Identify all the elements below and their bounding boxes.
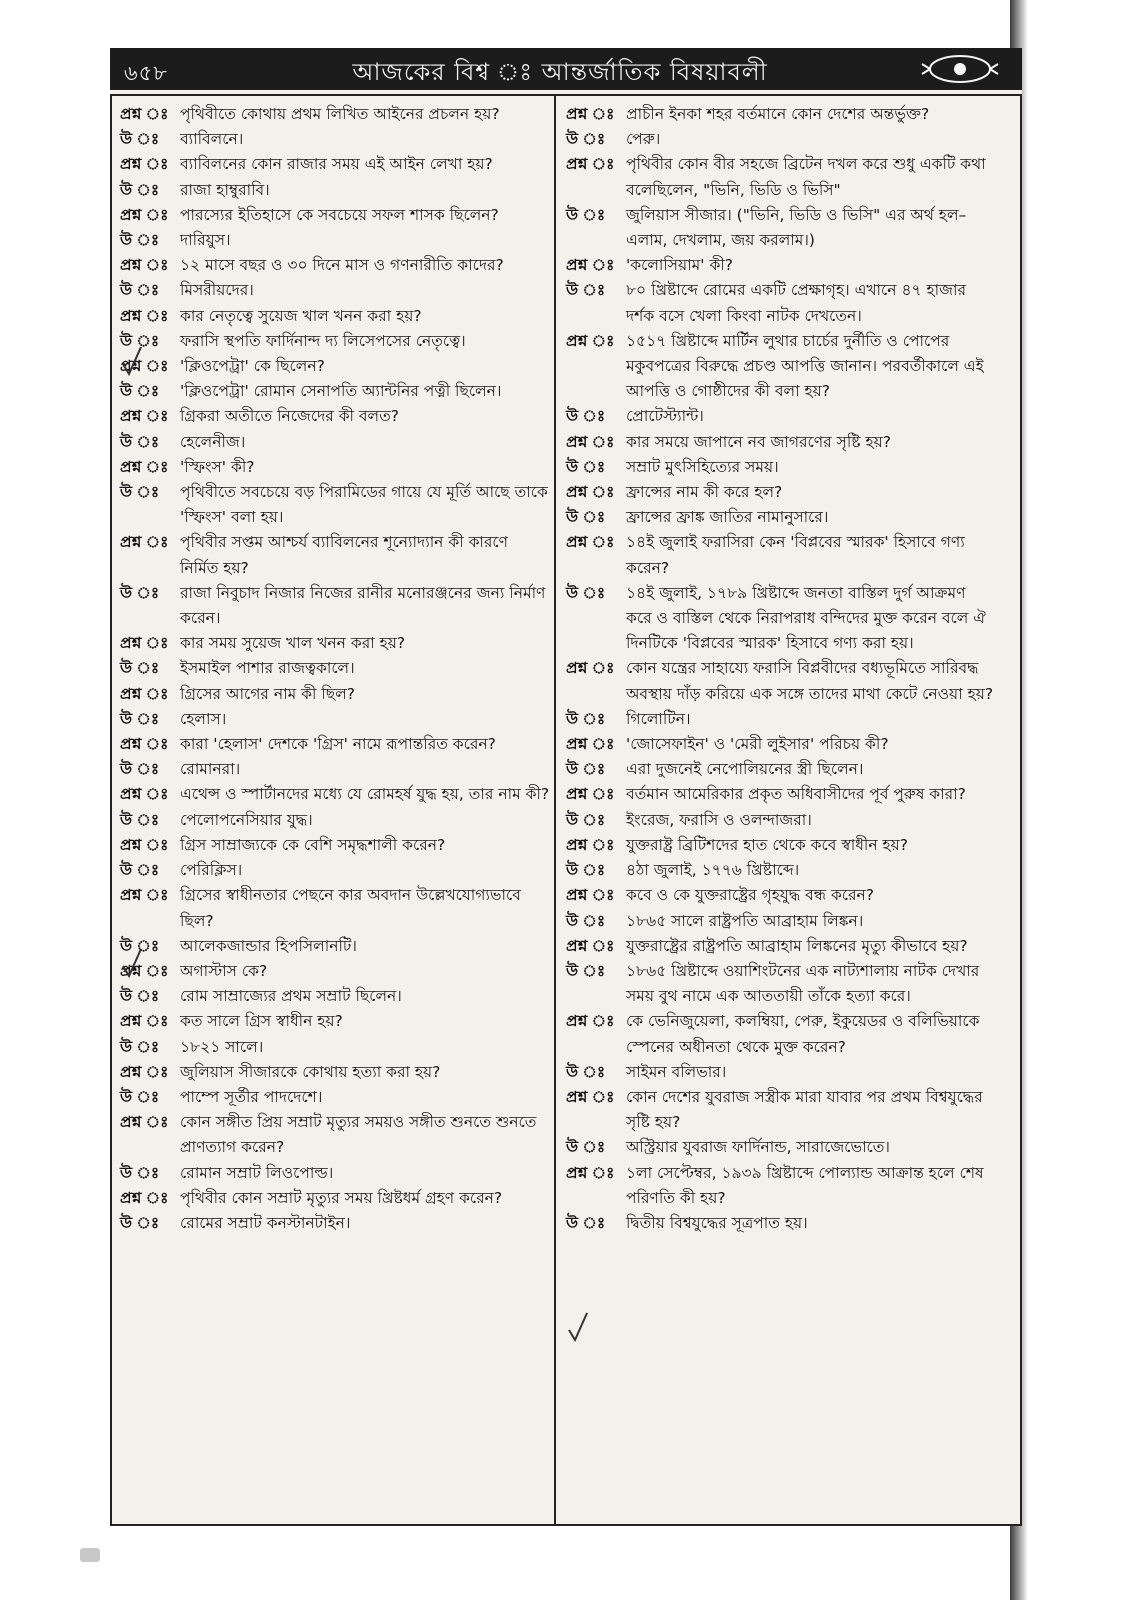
item-text: পেরিক্লিস। bbox=[180, 861, 243, 880]
item-label: উ ঃ bbox=[566, 205, 606, 224]
question-item bbox=[566, 1085, 996, 1135]
question-item bbox=[120, 782, 550, 807]
handwritten-tick-icon bbox=[566, 1310, 590, 1344]
question-item bbox=[120, 1186, 550, 1211]
item-text: পেরু। bbox=[626, 130, 661, 149]
item-text: দ্বিতীয় বিশ্বযুদ্ধের সূত্রপাত হয়। bbox=[626, 1213, 808, 1232]
answer-item bbox=[566, 1060, 996, 1085]
answer-item bbox=[566, 707, 996, 732]
item-text: ফ্রান্সের ফ্রাঙ্ক জাতির নামানুসারে। bbox=[626, 508, 829, 527]
item-label: প্রশ্ন ঃ bbox=[566, 256, 615, 275]
item-label: প্রশ্ন ঃ bbox=[120, 684, 169, 703]
answer-item bbox=[120, 278, 550, 303]
scan-mark bbox=[80, 1548, 100, 1562]
item-text: ব্যাবিলনের কোন রাজার সময় এই আইন লেখা হয়? bbox=[180, 155, 493, 174]
answer-item bbox=[120, 329, 550, 354]
item-text: কোন যন্ত্রের সাহায্যে ফরাসি বিপ্লবীদের বধ্যভূমিতে সারিবদ্ধ অবস্থায় দাঁড় করিয়ে এক সঙ্গে তাদের মাথা কেটে নেওয়া হয়? bbox=[626, 659, 994, 703]
item-label: প্রশ্ন ঃ bbox=[566, 659, 615, 678]
answer-item bbox=[120, 757, 550, 782]
question-item bbox=[566, 530, 996, 580]
question-item bbox=[120, 102, 550, 127]
item-label: প্রশ্ন ঃ bbox=[120, 306, 169, 325]
page-header bbox=[110, 48, 1022, 90]
question-item bbox=[120, 732, 550, 757]
item-text: ইংরেজ, ফরাসি ও ওলন্দাজরা। bbox=[626, 810, 812, 829]
item-text: গ্রিসের আগের নাম কী ছিল? bbox=[180, 684, 355, 703]
book-page bbox=[110, 48, 1022, 1526]
item-label: উ ঃ bbox=[566, 810, 606, 829]
item-label: প্রশ্ন ঃ bbox=[566, 1012, 615, 1031]
item-text: কোন সঙ্গীত প্রিয় সম্রাট মৃত্যুর সময়ও সঙ্গীত শুনতে শুনতে প্রাণত্যাগ করেন? bbox=[180, 1113, 537, 1157]
answer-item bbox=[566, 808, 996, 833]
answer-item bbox=[566, 757, 996, 782]
item-text: কোন দেশের যুবরাজ সস্ত্রীক মারা যাবার পর প্রথম বিশ্বযুদ্ধের সৃষ্টি হয়? bbox=[626, 1087, 983, 1132]
item-label: প্রশ্ন ঃ bbox=[120, 357, 169, 376]
item-text: ফ্রান্সের নাম কী করে হল? bbox=[626, 483, 783, 502]
item-text: হেলেনীজ। bbox=[180, 432, 246, 451]
answer-item bbox=[566, 404, 996, 429]
answer-item bbox=[120, 1161, 550, 1186]
question-item bbox=[120, 959, 550, 984]
item-label: প্রশ্ন ঃ bbox=[566, 835, 615, 854]
answer-item bbox=[120, 934, 550, 959]
item-label: প্রশ্ন ঃ bbox=[566, 155, 615, 174]
item-label: উ ঃ bbox=[120, 1087, 160, 1106]
question-item bbox=[120, 404, 550, 429]
question-item bbox=[120, 152, 550, 177]
answer-item bbox=[120, 379, 550, 404]
chapter-title: আজকের বিশ্ব ঃ আন্তর্জাতিক বিষয়াবলী bbox=[352, 58, 768, 86]
item-label: উ ঃ bbox=[120, 281, 160, 300]
item-text: যুক্তরাষ্ট্র ব্রিটিশদের হাত থেকে কবে স্বাধীন হয়? bbox=[626, 835, 909, 854]
item-label: প্রশ্ন ঃ bbox=[120, 105, 169, 123]
item-label: উ ঃ bbox=[566, 1213, 606, 1232]
item-text: কার নেতৃত্বে সুয়েজ খাল খনন করা হয়? bbox=[180, 306, 422, 325]
item-label: উ ঃ bbox=[120, 331, 160, 350]
answer-item bbox=[566, 127, 996, 152]
item-label: প্রশ্ন ঃ bbox=[120, 1062, 169, 1081]
item-text: গ্রিসের স্বাধীনতার পেছনে কার অবদান উল্লেখযোগ্যভাবে ছিল? bbox=[180, 886, 521, 930]
item-label: উ ঃ bbox=[120, 1037, 160, 1056]
answer-item bbox=[566, 278, 996, 328]
item-text: পৃথিবীতে কোথায় প্রথম লিখিত আইনের প্রচলন হয়? bbox=[180, 105, 500, 123]
item-label: প্রশ্ন ঃ bbox=[120, 1012, 169, 1031]
item-label: উ ঃ bbox=[120, 760, 160, 779]
answer-item bbox=[120, 581, 550, 631]
column-divider bbox=[554, 96, 556, 1524]
item-label: উ ঃ bbox=[120, 987, 160, 1006]
item-label: প্রশ্ন ঃ bbox=[566, 483, 615, 502]
question-item bbox=[566, 329, 996, 405]
item-text: কারা 'হেলাস' দেশকে 'গ্রিস' নামে রূপান্তরিত করেন? bbox=[180, 735, 496, 754]
answer-item bbox=[120, 984, 550, 1009]
answer-item bbox=[566, 858, 996, 883]
question-item bbox=[120, 682, 550, 707]
item-text: গ্রিস সাম্রাজ্যকে কে বেশি সমৃদ্ধশালী করেন? bbox=[180, 835, 446, 854]
item-text: 'স্ফিংস' কী? bbox=[180, 457, 255, 476]
item-text: ১৮৬৫ খ্রিষ্টাব্দে ওয়াশিংটনের এক নাট্যশালায় নাটক দেখার সময় বুথ নামে এক আততায়ী তাঁকে হত্যা করে। bbox=[626, 961, 980, 1006]
item-label: প্রশ্ন ঃ bbox=[120, 961, 169, 980]
item-label: উ ঃ bbox=[120, 231, 160, 250]
item-text: বর্তমান আমেরিকার প্রকৃত অধিবাসীদের পূর্ব পুরুষ কারা? bbox=[626, 785, 966, 804]
item-label: প্রশ্ন ঃ bbox=[566, 1087, 615, 1106]
item-text: সাইমন বলিভার। bbox=[626, 1062, 727, 1081]
item-text: গিলোটিন। bbox=[626, 709, 691, 728]
item-label: প্রশ্ন ঃ bbox=[566, 331, 615, 350]
item-text: ১৪ই জুলাই ফরাসিরা কেন 'বিপ্লবের স্মারক' হিসাবে গণ্য করেন? bbox=[626, 533, 965, 577]
item-text: রাজা হাম্বুরাবি। bbox=[180, 180, 270, 199]
question-item bbox=[120, 304, 550, 329]
item-label: প্রশ্ন ঃ bbox=[566, 936, 615, 955]
left-column bbox=[120, 102, 550, 1236]
answer-item bbox=[120, 808, 550, 833]
item-label: উ ঃ bbox=[120, 936, 160, 955]
item-label: উ ঃ bbox=[120, 810, 160, 829]
item-text: প্রাচীন ইনকা শহর বর্তমানে কোন দেশের অন্তর্ভুক্ত? bbox=[626, 105, 930, 123]
question-item bbox=[120, 253, 550, 278]
item-text: ১২ মাসে বছর ও ৩০ দিনে মাস ও গণনারীতি কাদের? bbox=[180, 256, 504, 275]
item-text: কার সময়ে জাপানে নব জাগরণের সৃষ্টি হয়? bbox=[626, 432, 892, 451]
item-label: উ ঃ bbox=[566, 457, 606, 476]
item-text: অগাস্টাস কে? bbox=[180, 961, 268, 980]
item-label: উ ঃ bbox=[120, 432, 160, 451]
question-item bbox=[120, 1060, 550, 1085]
item-text: প্রোটেস্ট্যান্ট। bbox=[626, 407, 704, 426]
item-text: রোম সাম্রাজ্যের প্রথম সম্রাট ছিলেন। bbox=[180, 987, 402, 1006]
answer-item bbox=[120, 480, 550, 530]
item-label: উ ঃ bbox=[120, 180, 160, 199]
item-label: উ ঃ bbox=[120, 709, 160, 728]
item-text: ১৮২১ সালে। bbox=[180, 1037, 264, 1056]
item-text: পৃথিবীর সপ্তম আশ্চর্য ব্যাবিলনের শূন্যোদ্যান কী কারণে নির্মিত হয়? bbox=[180, 533, 509, 577]
item-text: 'কলোসিয়াম' কী? bbox=[626, 256, 733, 275]
item-text: রাজা নিবুচাদ নিজার নিজের রানীর মনোরঞ্জনের জন্য নির্মাণ করেন। bbox=[180, 583, 546, 628]
item-label: প্রশ্ন ঃ bbox=[120, 407, 169, 426]
item-label: উ ঃ bbox=[120, 659, 160, 678]
item-label: প্রশ্ন ঃ bbox=[566, 735, 615, 754]
question-item bbox=[566, 883, 996, 908]
answer-item bbox=[120, 1211, 550, 1236]
item-text: পৃথিবীর কোন বীর সহজে ব্রিটেন দখল করে শুধু একটি কথা বলেছিলেন, "ভিনি, ভিডি ও ভিসি" bbox=[626, 155, 986, 199]
answer-item bbox=[566, 203, 996, 253]
item-label: উ ঃ bbox=[566, 760, 606, 779]
item-text: কে ভেনিজুয়েলা, কলম্বিয়া, পেরু, ইকুয়েডর ও বলিভিয়াকে স্পেনের অধীনতা থেকে মুক্ত করেন? bbox=[626, 1012, 980, 1056]
item-label: প্রশ্ন ঃ bbox=[120, 735, 169, 754]
item-label: প্রশ্ন ঃ bbox=[566, 1163, 615, 1182]
item-label: উ ঃ bbox=[120, 382, 160, 401]
item-label: প্রশ্ন ঃ bbox=[120, 886, 169, 905]
item-label: প্রশ্ন ঃ bbox=[120, 1113, 169, 1132]
item-label: উ ঃ bbox=[566, 508, 606, 527]
item-label: উ ঃ bbox=[566, 709, 606, 728]
question-item bbox=[566, 480, 996, 505]
item-text: ১৪ই জুলাই, ১৭৮৯ খ্রিষ্টাব্দে জনতা বাস্তিল দুর্গ আক্রমণ করে ও বাস্তিল থেকে নিরাপরাধ বন্দিদের মুক্ত করেন বলে ঐ দিনটিকে 'বিপ্লবের স্মারক' হিসাবে গণ্য করা হয়। bbox=[626, 583, 986, 653]
item-text: ১৮৬৫ সালে রাষ্ট্রপতি আব্রাহাম লিঙ্কন। bbox=[626, 911, 864, 930]
item-text: অস্ট্রিয়ার যুবরাজ ফার্দিনান্ড, সারাজেভোতে। bbox=[626, 1138, 890, 1157]
item-text: পৃথিবীতে সবচেয়ে বড় পিরামিডের গায়ে যে মূর্তি আছে তাকে 'স্ফিংস' বলা হয়। bbox=[180, 483, 548, 527]
item-label: প্রশ্ন ঃ bbox=[566, 886, 615, 905]
answer-item bbox=[120, 1035, 550, 1060]
item-label: উ ঃ bbox=[120, 861, 160, 880]
item-text: যুক্তরাষ্ট্রের রাষ্ট্রপতি আব্রাহাম লিঙ্কনের মৃত্যু কীভাবে হয়? bbox=[626, 936, 968, 955]
item-label: প্রশ্ন ঃ bbox=[120, 785, 169, 804]
answer-item bbox=[120, 858, 550, 883]
question-item bbox=[566, 102, 996, 127]
answer-item bbox=[566, 581, 996, 657]
item-text: ফরাসি স্থপতি ফার্দিনান্দ দ্য লিসেপসের নেতৃত্বে। bbox=[180, 331, 466, 350]
question-item bbox=[566, 1009, 996, 1059]
item-text: ব্যাবিলনে। bbox=[180, 130, 244, 149]
item-text: জুলিয়াস সীজারকে কোথায় হত্যা করা হয়? bbox=[180, 1062, 441, 1081]
item-label: উ ঃ bbox=[120, 583, 160, 602]
item-text: জুলিয়াস সীজার। ("ভিনি, ভিডি ও ভিসি" এর অর্থ হল– এলাম, দেখলাম, জয় করলাম।) bbox=[626, 205, 967, 250]
item-text: রোমান সম্রাট লিওপোল্ড। bbox=[180, 1163, 334, 1182]
item-text: কবে ও কে যুক্তরাষ্ট্রের গৃহযুদ্ধ বন্ধ করেন? bbox=[626, 886, 875, 905]
question-item bbox=[120, 203, 550, 228]
item-label: প্রশ্ন ঃ bbox=[566, 105, 615, 123]
answer-item bbox=[566, 1211, 996, 1236]
item-text: ইসমাইল পাশার রাজত্বকালে। bbox=[180, 659, 355, 678]
answer-item bbox=[120, 1085, 550, 1110]
item-label: প্রশ্ন ঃ bbox=[120, 835, 169, 854]
question-item bbox=[120, 1110, 550, 1160]
item-label: উ ঃ bbox=[566, 1062, 606, 1081]
item-label: উ ঃ bbox=[566, 407, 606, 426]
decorative-ornament-icon bbox=[920, 52, 1000, 86]
item-label: প্রশ্ন ঃ bbox=[120, 205, 169, 224]
answer-item bbox=[120, 656, 550, 681]
item-text: পাম্পে সূর্তীর পাদদেশে। bbox=[180, 1087, 323, 1106]
question-item bbox=[120, 354, 550, 379]
item-label: উ ঃ bbox=[566, 961, 606, 980]
item-text: পেলোপনেসিয়ার যুদ্ধ। bbox=[180, 810, 313, 829]
item-text: ৮০ খ্রিষ্টাব্দে রোমের একটি প্রেক্ষাগৃহ। এখানে ৪৭ হাজার দর্শক বসে খেলা কিংবা নাটক দেখতেন। bbox=[626, 281, 967, 325]
handwritten-tick-icon bbox=[120, 344, 144, 378]
question-item bbox=[566, 253, 996, 278]
item-label: উ ঃ bbox=[120, 1213, 160, 1232]
item-text: রোমানরা। bbox=[180, 760, 241, 779]
item-text: কার সময় সুয়েজ খাল খনন করা হয়? bbox=[180, 634, 406, 653]
question-item bbox=[566, 656, 996, 706]
answer-item bbox=[120, 430, 550, 455]
item-text: দারিয়ুস। bbox=[180, 231, 231, 250]
item-text: 'জোসেফাইন' ও 'মেরী লুইসার' পরিচয় কী? bbox=[626, 735, 889, 754]
answer-item bbox=[120, 228, 550, 253]
item-text: আলেকজান্ডার হিপসিলানটি। bbox=[180, 936, 357, 955]
item-label: উ ঃ bbox=[566, 911, 606, 930]
answer-item bbox=[120, 707, 550, 732]
question-item bbox=[120, 530, 550, 580]
item-text: 'ক্লিওপেট্রা' কে ছিলেন? bbox=[180, 357, 325, 376]
item-label: উ ঃ bbox=[566, 130, 606, 149]
item-label: প্রশ্ন ঃ bbox=[566, 533, 615, 552]
item-label: উ ঃ bbox=[566, 583, 606, 602]
item-label: প্রশ্ন ঃ bbox=[566, 785, 615, 804]
item-label: প্রশ্ন ঃ bbox=[120, 256, 169, 275]
right-column bbox=[566, 102, 996, 1236]
item-text: মিসরীয়দের। bbox=[180, 281, 254, 300]
item-text: এথেন্স ও স্পার্টানদের মধ্যে যে রোমহর্ষ যুদ্ধ হয়, তার নাম কী? bbox=[180, 785, 550, 804]
question-item bbox=[566, 833, 996, 858]
handwritten-tick-icon bbox=[120, 946, 144, 980]
question-item bbox=[566, 1161, 996, 1211]
item-text: কত সালে গ্রিস স্বাধীন হয়? bbox=[180, 1012, 343, 1031]
item-label: প্রশ্ন ঃ bbox=[120, 1188, 169, 1207]
question-item bbox=[120, 631, 550, 656]
answer-item bbox=[566, 455, 996, 480]
item-text: পৃথিবীর কোন সম্রাট মৃত্যুর সময় খ্রিষ্টধর্ম গ্রহণ করেন? bbox=[180, 1188, 503, 1207]
question-item bbox=[120, 833, 550, 858]
question-item bbox=[120, 883, 550, 933]
item-label: উ ঃ bbox=[120, 483, 160, 502]
answer-item bbox=[566, 959, 996, 1009]
item-label: উ ঃ bbox=[566, 861, 606, 880]
item-text: গ্রিকরা অতীতে নিজেদের কী বলত? bbox=[180, 407, 399, 426]
answer-item bbox=[120, 178, 550, 203]
item-text: এরা দুজনেই নেপোলিয়নের স্ত্রী ছিলেন। bbox=[626, 760, 864, 779]
item-label: প্রশ্ন ঃ bbox=[120, 155, 169, 174]
answer-item bbox=[566, 505, 996, 530]
item-label: উ ঃ bbox=[120, 1163, 160, 1182]
question-item bbox=[566, 934, 996, 959]
question-item bbox=[120, 455, 550, 480]
item-label: প্রশ্ন ঃ bbox=[120, 533, 169, 552]
question-item bbox=[566, 732, 996, 757]
item-label: উ ঃ bbox=[120, 130, 160, 149]
item-label: উ ঃ bbox=[566, 281, 606, 300]
item-text: সম্রাট মুৎসিহিত্যের সময়। bbox=[626, 457, 779, 476]
question-item bbox=[566, 430, 996, 455]
item-label: উ ঃ bbox=[566, 1138, 606, 1157]
item-text: ১লা সেপ্টেম্বর, ১৯৩৯ খ্রিষ্টাব্দে পোল্যান্ড আক্রান্ত হলে শেষ পরিণতি কী হয়? bbox=[626, 1163, 984, 1207]
item-label: প্রশ্ন ঃ bbox=[120, 457, 169, 476]
question-item bbox=[566, 782, 996, 807]
item-label: প্রশ্ন ঃ bbox=[120, 634, 169, 653]
item-text: রোমের সম্রাট কনস্টানটাইন। bbox=[180, 1213, 351, 1232]
item-label: প্রশ্ন ঃ bbox=[566, 432, 615, 451]
answer-item bbox=[566, 909, 996, 934]
page-number: ৬৫৮ bbox=[124, 61, 168, 85]
answer-item bbox=[120, 127, 550, 152]
item-text: 'ক্লিওপেট্রা' রোমান সেনাপতি অ্যান্টনির পত্নী ছিলেন। bbox=[180, 382, 502, 401]
item-text: ৪ঠা জুলাই, ১৭৭৬ খ্রিষ্টাব্দে। bbox=[626, 861, 800, 880]
item-text: ১৫১৭ খ্রিষ্টাব্দে মার্টিন লুথার চার্চের দুর্নীতি ও পোপের মকুবপত্রের বিরুদ্ধে প্রচণ্ড আপত্তি জানান। পরবর্তীকালে এই আপত্তি ও গোষ্ঠীদের কী বলা হয়? bbox=[626, 331, 984, 401]
question-item bbox=[566, 152, 996, 202]
item-text: পারস্যের ইতিহাসে কে সবচেয়ে সফল শাসক ছিলেন? bbox=[180, 205, 499, 224]
answer-item bbox=[566, 1135, 996, 1160]
item-text: হেলাস। bbox=[180, 709, 227, 728]
question-item bbox=[120, 1009, 550, 1034]
